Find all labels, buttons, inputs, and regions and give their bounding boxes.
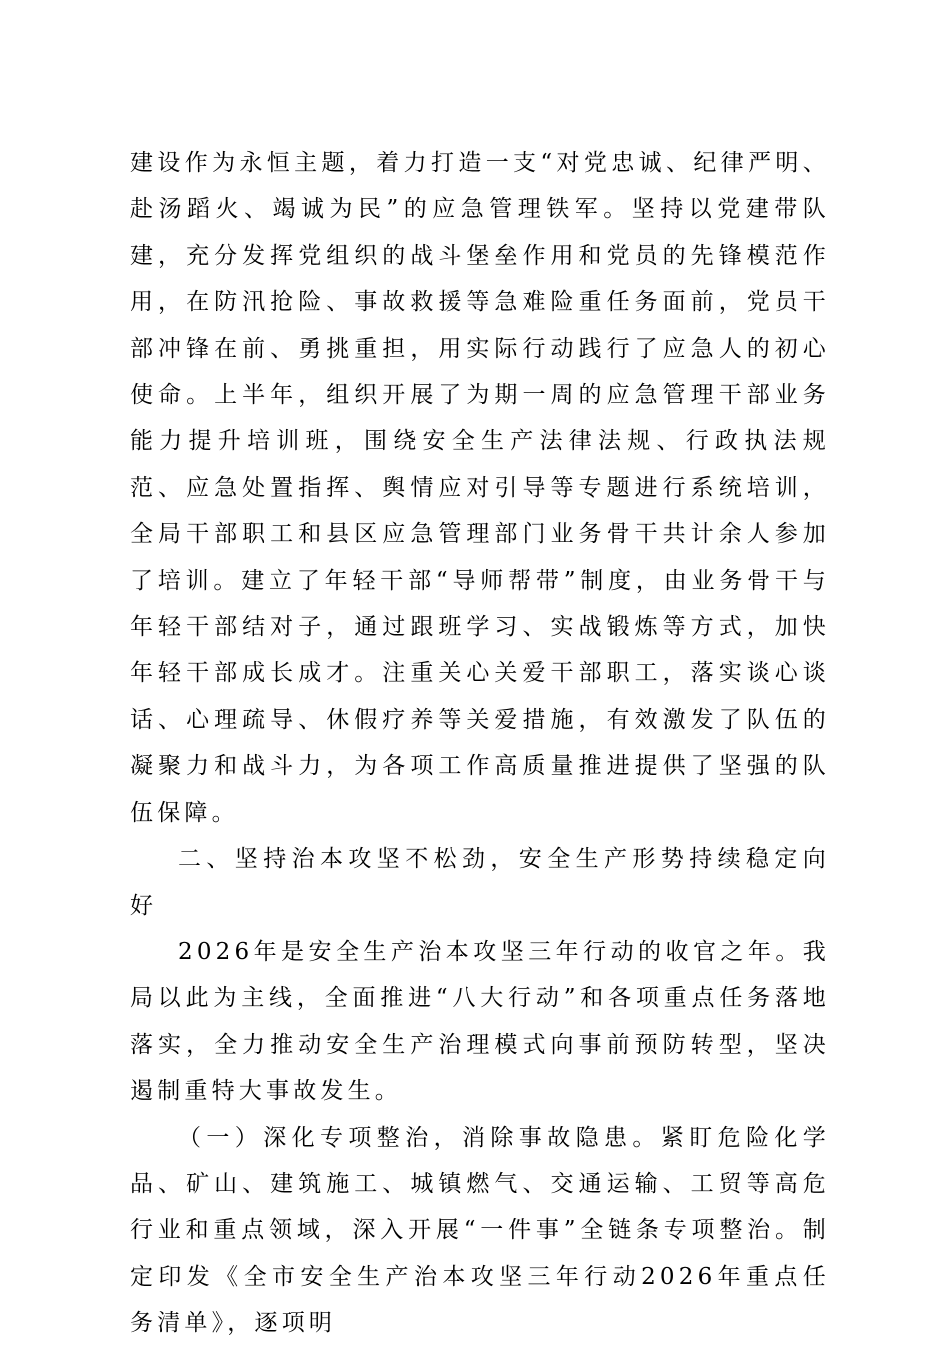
section-heading: 二、坚持治本攻坚不松劲，安全生产形势持续稳定向好: [130, 846, 830, 919]
body-paragraph: 2026年是安全生产治本攻坚三年行动的收官之年。我局以此为主线，全面推进“八大行动”和各项重点任务落地落实，全力推动安全生产治理模式向事前预防转型，坚决遏制重特大事故发生。: [130, 938, 830, 1105]
document-page: [130, 140, 830, 1347]
subsection-paragraph: （一）深化专项整治，消除事故隐患。紧盯危险化学品、矿山、建筑施工、城镇燃气、交通运输、工贸等高危行业和重点领域，深入开展“一件事”全链条专项整治。制定印发《全市安全生产治本攻坚三年行动2026年重点任务清单》，逐项明: [130, 1124, 830, 1337]
body-paragraph-continued: 建设作为永恒主题，着力打造一支“对党忠诚、纪律严明、赴汤蹈火、竭诚为民”的应急管理铁军。坚持以党建带队建，充分发挥党组织的战斗堡垒作用和党员的先锋模范作用，在防汛抢险、事故救援等急难险重任务面前，党员干部冲锋在前、勇挑重担，用实际行动践行了应急人的初心使命。上半年，组织开展了为期一周的应急管理干部业务能力提升培训班，围绕安全生产法律法规、行政执法规范、应急处置指挥、舆情应对引导等专题进行系统培训，全局干部职工和县区应急管理部门业务骨干共计余人参加了培训。建立了年轻干部“导师帮带”制度，由业务骨干与年轻干部结对子，通过跟班学习、实战锻炼等方式，加快年轻干部成长成才。注重关心关爱干部职工，落实谈心谈话、心理疏导、休假疗养等关爱措施，有效激发了队伍的凝聚力和战斗力，为各项工作高质量推进提供了坚强的队伍保障。: [130, 150, 830, 826]
